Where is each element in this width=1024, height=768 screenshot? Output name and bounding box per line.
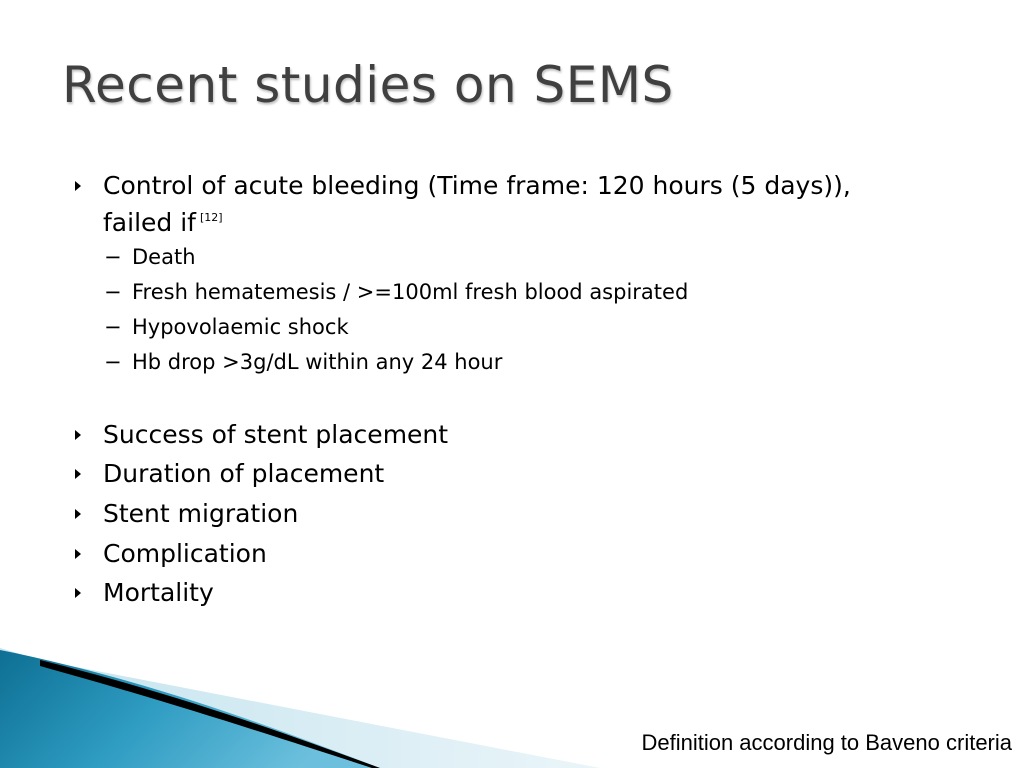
sub-item-text: Fresh hematemesis / >=100ml fresh blood aspirated <box>132 280 689 304</box>
slide-title: Recent studies on SEMS <box>62 56 674 114</box>
dash-marker: − <box>104 245 122 269</box>
sub-item <box>104 348 502 376</box>
bullet-item: Duration of placement <box>103 459 385 488</box>
triangle-right-icon <box>75 430 81 440</box>
bullet-control-of-bleeding <box>103 170 851 239</box>
footnote: Definition according to Baveno criteria <box>641 730 1012 755</box>
triangle-right-icon <box>75 469 81 479</box>
citation-marker: [12] <box>199 211 223 224</box>
triangle-right-icon <box>75 588 81 598</box>
sub-item <box>104 278 688 306</box>
dash-marker: − <box>104 315 122 339</box>
dash-marker: − <box>104 280 122 304</box>
bullet-item: Success of stent placement <box>103 420 449 449</box>
sub-item-text: Hypovolaemic shock <box>132 315 349 339</box>
bullet-item: Stent migration <box>103 499 299 528</box>
bullet-item: Complication <box>103 539 267 568</box>
decorative-swoosh <box>0 640 620 768</box>
triangle-right-icon <box>75 181 81 191</box>
sub-item <box>104 313 349 341</box>
triangle-right-icon <box>75 549 81 559</box>
bullet-item: Mortality <box>103 578 214 607</box>
bullet-line-2: failed if <box>103 208 196 237</box>
sub-item <box>104 243 196 271</box>
sub-item-text: Hb drop >3g/dL within any 24 hour <box>132 350 503 374</box>
triangle-right-icon <box>75 509 81 519</box>
dash-marker: − <box>104 350 122 374</box>
bullet-line-1: Control of acute bleeding (Time frame: 120 hours (5 days)), <box>103 171 851 200</box>
sub-item-text: Death <box>132 245 196 269</box>
